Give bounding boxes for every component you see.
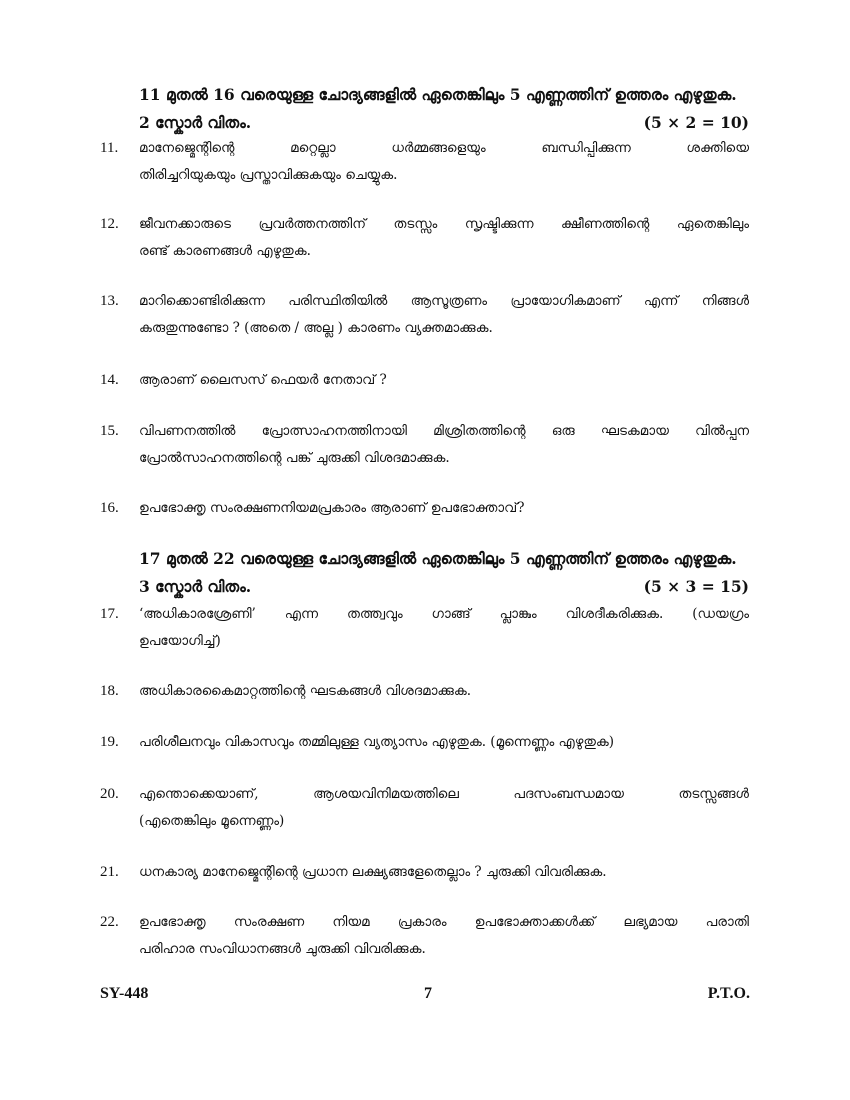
question-text-line: എന്തൊക്കെയാണ്, ആശയവിനിമയത്തിലെ പദസംബന്ധമായ തടസ്സങ്ങൾ: [139, 786, 749, 802]
section-instruction: 11 മുതൽ 16 വരെയുള്ള ചോദ്യങ്ങളിൽ ഏതെങ്കിലും 5 എണ്ണത്തിന് ഉത്തരം എഴുതുക.: [139, 85, 737, 104]
page-footer: [100, 985, 750, 1003]
section-marks-each: 3 സ്കോർ വിതം.: [139, 577, 252, 596]
section-marks-each: 2 സ്കോർ വിതം.: [139, 113, 252, 132]
paper-code: SY-448: [100, 985, 149, 1002]
question-number: 16.: [100, 500, 119, 516]
question-13: [100, 288, 750, 342]
question-text-line: ജീവനക്കാരുടെ പ്രവർത്തനത്തിന് തടസ്സം സൃഷ്ടിക്കുന്ന ക്ഷീണത്തിന്റെ ഏതെങ്കിലും: [139, 216, 749, 232]
page-number: 7: [424, 985, 433, 1002]
question-11: [100, 135, 750, 189]
question-text-line: ധനകാര്യ മാനേജ്മെന്റിന്റെ പ്രധാന ലക്ഷ്യങ്ങളേതെല്ലാം ? ചുരുക്കി വിവരിക്കുക.: [139, 864, 607, 880]
question-19: [100, 729, 750, 756]
question-text-line: രണ്ട് കാരണങ്ങൾ എഴുതുക.: [139, 243, 311, 259]
question-text-line: മാനേജ്മെന്റിന്റെ മറ്റെല്ലാ ധർമ്മങ്ങളെയും ബന്ധിപ്പിക്കുന്ന ശക്തിയെ: [139, 140, 749, 156]
section-header-1: [139, 84, 749, 134]
question-12: [100, 211, 750, 265]
question-number: 17.: [100, 606, 119, 622]
section-total-marks: (5 × 2 = 10): [643, 113, 749, 132]
question-text-line: തിരിച്ചറിയുകയും പ്രസ്താവിക്കുകയും ചെയ്യുക.: [139, 167, 398, 183]
question-text-line: പരിഹാര സംവിധാനങ്ങൾ ചുരുക്കി വിവരിക്കുക.: [139, 941, 426, 957]
question-15: [100, 418, 750, 472]
question-18: [100, 678, 750, 705]
question-number: 13.: [100, 293, 119, 309]
question-text-line: മാറിക്കൊണ്ടിരിക്കുന്ന പരിസ്ഥിതിയിൽ ആസൂത്രണം പ്രായോഗികമാണ് എന്ന് നിങ്ങൾ: [139, 293, 749, 309]
question-number: 22.: [100, 914, 119, 930]
question-text-line: ‘അധികാരശ്രേണി’ എന്ന തത്ത്വവും ഗാങ്ങ് പ്ലാങ്കും വിശദീകരിക്കുക. (ഡയഗ്രം: [139, 606, 749, 622]
question-number: 21.: [100, 864, 119, 880]
question-text-line: ഉപഭോക്തൃ സംരക്ഷണനിയമപ്രകാരം ആരാണ് ഉപഭോക്താവ്?: [139, 500, 525, 516]
question-text-line: ആരാണ് ലൈസസ് ഫെയർ നേതാവ് ?: [139, 372, 387, 388]
question-number: 18.: [100, 683, 119, 699]
question-text-line: ഉപയോഗിച്ച്): [139, 633, 221, 649]
question-text-line: പ്രോൽസാഹനത്തിന്റെ പങ്ക് ചുരുക്കി വിശദമാക്കുക.: [139, 450, 450, 466]
question-text-line: (എതെങ്കിലും മൂന്നെണ്ണം): [139, 813, 285, 829]
question-14: [100, 367, 750, 394]
question-text-line: പരിശീലനവും വികാസവും തമ്മിലുള്ള വ്യത്യാസം എഴുതുക. (മൂന്നെണ്ണം എഴുതുക): [139, 734, 615, 750]
question-text-line: കരുതുന്നുണ്ടോ ? (അതെ / അല്ല ) കാരണം വ്യക്തമാക്കുക.: [139, 320, 493, 336]
question-text-line: അധികാരകൈമാറ്റത്തിന്റെ ഘടകങ്ങൾ വിശദമാക്കുക.: [139, 683, 472, 699]
section-total-marks: (5 × 3 = 15): [643, 577, 749, 596]
question-text-line: ഉപഭോക്തൃ സംരക്ഷണ നിയമ പ്രകാരം ഉപഭോക്താക്കൾക്ക് ലഭ്യമായ പരാതി: [139, 914, 749, 930]
question-text-line: വിപണനത്തിൽ പ്രോത്സാഹനത്തിനായി മിശ്രിതത്തിന്റെ ഒരു ഘടകമായ വിൽപ്പന: [139, 423, 749, 439]
question-21: [100, 859, 750, 886]
question-number: 11.: [100, 140, 119, 156]
question-number: 15.: [100, 423, 119, 439]
question-number: 14.: [100, 372, 119, 388]
pto-label: P.T.O.: [707, 985, 750, 1002]
question-22: [100, 909, 750, 963]
question-number: 12.: [100, 216, 119, 232]
question-number: 20.: [100, 786, 119, 802]
section-header-2: [139, 548, 749, 598]
section-instruction: 17 മുതൽ 22 വരെയുള്ള ചോദ്യങ്ങളിൽ ഏതെങ്കിലും 5 എണ്ണത്തിന് ഉത്തരം എഴുതുക.: [139, 549, 737, 568]
question-17: [100, 601, 750, 655]
question-20: [100, 781, 750, 835]
question-16: [100, 495, 750, 522]
question-number: 19.: [100, 734, 119, 750]
